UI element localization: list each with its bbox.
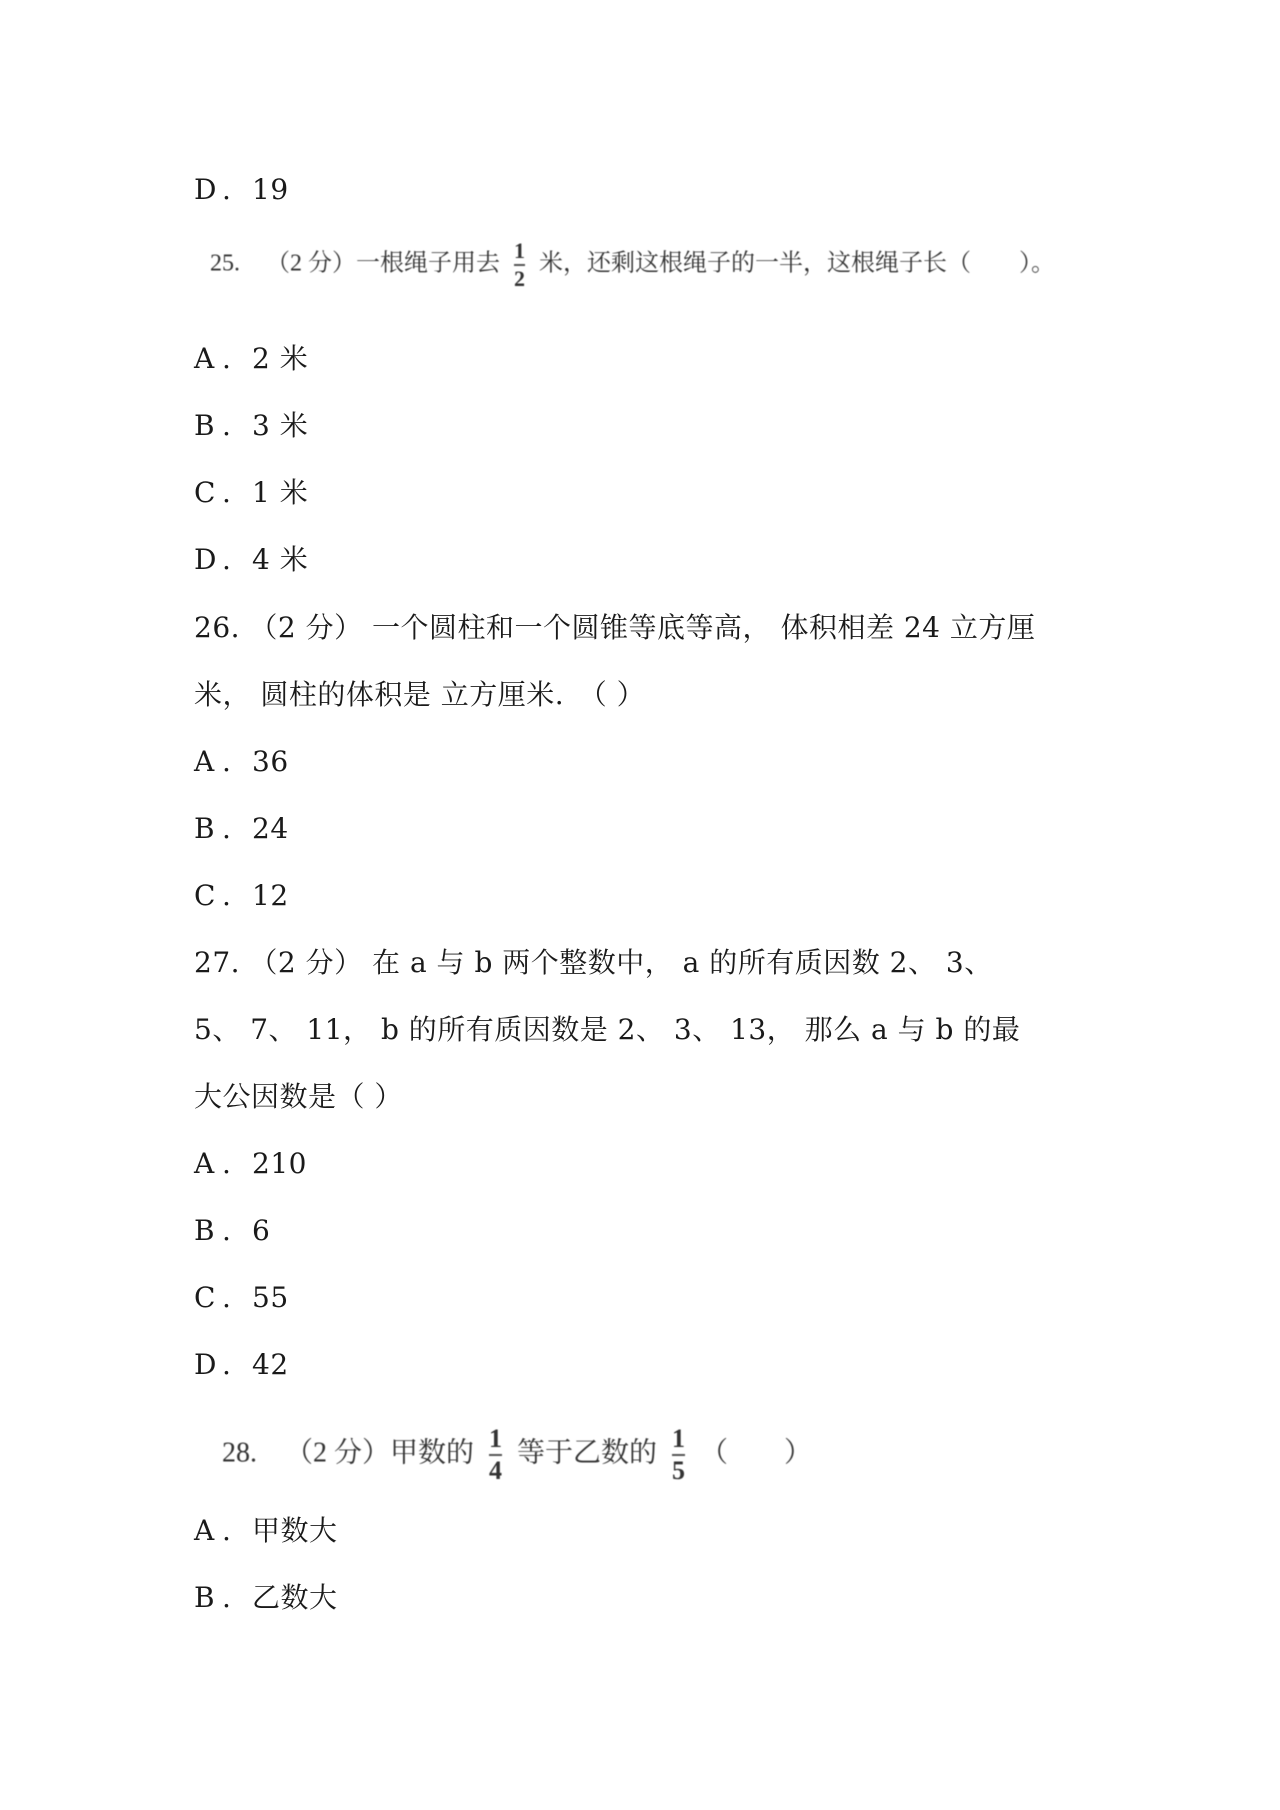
option-letter: D <box>194 173 217 206</box>
q25-option-d <box>194 543 308 577</box>
option-text: 12 <box>252 879 289 912</box>
question-number: 28. <box>222 1437 257 1469</box>
option-letter: C <box>194 879 216 912</box>
option-text: 19 <box>252 173 289 206</box>
option-dot: . <box>222 1147 232 1180</box>
option-dot: . <box>222 409 232 442</box>
option-text: 乙数大 <box>252 1581 338 1614</box>
fraction-numerator: 1 <box>514 240 525 266</box>
option-dot: . <box>222 745 232 778</box>
q27-option-d <box>194 1348 289 1382</box>
option-letter: C <box>194 1281 216 1314</box>
question-text-before: 一根绳子用去 <box>356 250 500 277</box>
option-dot: . <box>222 1514 232 1547</box>
option-text: 42 <box>252 1348 289 1381</box>
option-letter: B <box>194 1581 216 1614</box>
q25-option-c <box>194 476 308 510</box>
question-score: （2 分） <box>266 250 356 277</box>
fraction-one-quarter <box>489 1426 502 1484</box>
option-text: 2 米 <box>252 342 309 375</box>
option-text: 1 米 <box>252 476 309 509</box>
question-25-stem <box>210 240 1055 290</box>
option-letter: D <box>194 1348 217 1381</box>
option-letter: A <box>194 745 215 778</box>
question-score: （2 分） <box>285 1437 391 1469</box>
option-text: 36 <box>252 745 289 778</box>
option-text: 3 米 <box>252 409 309 442</box>
option-letter: C <box>194 476 216 509</box>
question-text-middle: 等于乙数的 <box>517 1437 658 1469</box>
q26-option-c <box>194 879 289 913</box>
option-dot: . <box>222 1581 232 1614</box>
option-text: 210 <box>252 1147 307 1180</box>
q25-option-b <box>194 409 308 443</box>
option-letter: D <box>194 543 217 576</box>
question-26-line-2: 米， 圆柱的体积是 立方厘米. （ ） <box>194 678 646 711</box>
option-letter: A <box>194 1147 215 1180</box>
q27-option-c <box>194 1281 289 1315</box>
option-letter: A <box>194 1514 215 1547</box>
fraction-denominator: 2 <box>514 266 525 291</box>
fraction-denominator: 4 <box>489 1456 503 1485</box>
question-text-after: （ ） <box>700 1437 813 1469</box>
question-text-after: 米，还剩这根绳子的一半，这根绳子长（ ）。 <box>539 250 1055 277</box>
question-27-line-2: 5、 7、 11， b 的所有质因数是 2、 3、 13， 那么 a 与 b 的最 <box>194 1013 1021 1046</box>
option-text: 4 米 <box>252 543 309 576</box>
option-dot: . <box>222 1214 232 1247</box>
q26-option-b <box>194 812 289 846</box>
option-dot: . <box>222 879 232 912</box>
option-dot: . <box>222 1348 232 1381</box>
fraction-one-fifth <box>672 1426 685 1484</box>
question-text-before: 甲数的 <box>390 1437 475 1469</box>
fraction-one-half <box>514 240 525 290</box>
q27-option-b <box>194 1214 270 1248</box>
option-letter: B <box>194 1214 216 1247</box>
option-text: 甲数大 <box>252 1514 338 1547</box>
question-27-line-3: 大公因数是（ ） <box>194 1080 403 1113</box>
option-text: 55 <box>252 1281 289 1314</box>
question-number: 25. <box>210 250 240 277</box>
option-text: 24 <box>252 812 289 845</box>
option-dot: . <box>222 476 232 509</box>
q24-option-d <box>194 173 289 207</box>
option-letter: B <box>194 409 216 442</box>
question-28-stem <box>222 1426 812 1484</box>
question-27-line-1: 27. （2 分） 在 a 与 b 两个整数中， a 的所有质因数 2、 3、 <box>194 946 993 979</box>
option-text: 6 <box>252 1214 271 1247</box>
option-dot: . <box>222 812 232 845</box>
q26-option-a <box>194 745 289 779</box>
question-26-line-1: 26. （2 分） 一个圆柱和一个圆锥等底等高， 体积相差 24 立方厘 <box>194 611 1036 644</box>
option-letter: B <box>194 812 216 845</box>
q27-option-a <box>194 1147 307 1181</box>
q25-option-a <box>194 342 308 376</box>
q28-option-a <box>194 1514 338 1548</box>
option-letter: A <box>194 342 215 375</box>
option-dot: . <box>222 342 232 375</box>
fraction-numerator: 1 <box>672 1426 685 1456</box>
q28-option-b <box>194 1581 338 1615</box>
option-dot: . <box>222 1281 232 1314</box>
fraction-numerator: 1 <box>489 1426 502 1456</box>
option-dot: . <box>222 543 232 576</box>
fraction-denominator: 5 <box>672 1456 686 1485</box>
option-dot: . <box>222 173 232 206</box>
